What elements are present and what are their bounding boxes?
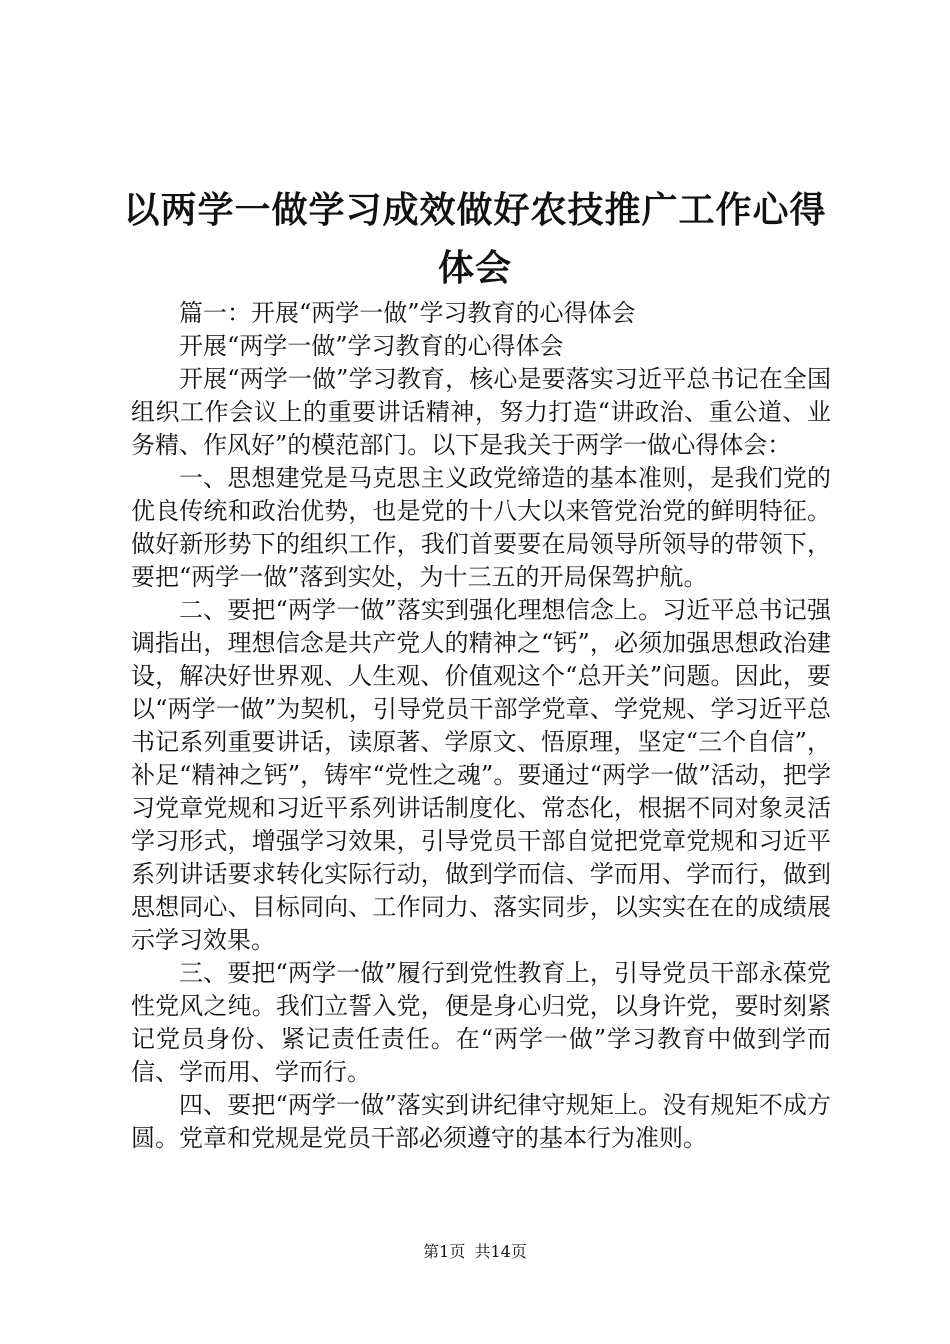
document-body — [131, 297, 831, 1155]
paragraph-intro: 开展“两学一做”学习教育，核心是要落实习近平总书记在全国组织工作会议上的重要讲话精神，努力打造“讲政治、重公道、业务精、作风好”的模范部门。以下是我关于两学一做心得体会： — [131, 365, 831, 459]
paragraph-point-1: 一、思想建党是马克思主义政党缔造的基本准则，是我们党的优良传统和政治优势，也是党的十八大以来管党治党的鲜明特征。做好新形势下的组织工作，我们首要要在局领导所领导的带领下，要把“两学一做”落到实处，为十三五的开局保驾护航。 — [131, 464, 831, 591]
paragraph-point-3: 三、要把“两学一做”履行到党性教育上，引导党员干部永葆党性党风之纯。我们立誓入党，便是身心归党，以身许党，要时刻紧记党员身份、紧记责任责任。在“两学一做”学习教育中做到学而信、学而用、学而行。 — [131, 959, 831, 1086]
page-footer — [0, 1242, 950, 1262]
page-total: 共14页 — [474, 1242, 527, 1261]
paragraph-point-2: 二、要把“两学一做”落实到强化理想信念上。习近平总书记强调指出，理想信念是共产党人的精神之“钙”，必须加强思想政治建设，解决好世界观、人生观、价值观这个“总开关”问题。因此，要以“两学一做”为契机，引导党员干部学党章、学党规、学习近平总书记系列重要讲话，读原著、学原文、悟原理，坚定“三个自信”，补足“精神之钙”，铸牢“党性之魂”。要通过“两学一做”活动，把学习党章党规和习近平系列讲话制度化、常态化，根据不同对象灵活学习形式，增强学习效果，引导党员干部自觉把党章党规和习近平系列讲话要求转化实际行动，做到学而信、学而用、学而行，做到思想同心、目标同向、工作同力、落实同步，以实实在在的成绩展示学习效果。 — [131, 596, 831, 954]
document-title: 以两学一做学习成效做好农技推广工作心得体会 — [123, 190, 827, 289]
subheading: 开展“两学一做”学习教育的心得体会 — [179, 332, 564, 360]
page-number: 第1页 — [423, 1242, 466, 1261]
paragraph-point-4: 四、要把“两学一做”落实到讲纪律守规矩上。没有规矩不成方圆。党章和党规是党员干部必须遵守的基本行为准则。 — [131, 1091, 831, 1152]
section-heading: 篇一：开展“两学一做”学习教育的心得体会 — [179, 299, 636, 327]
